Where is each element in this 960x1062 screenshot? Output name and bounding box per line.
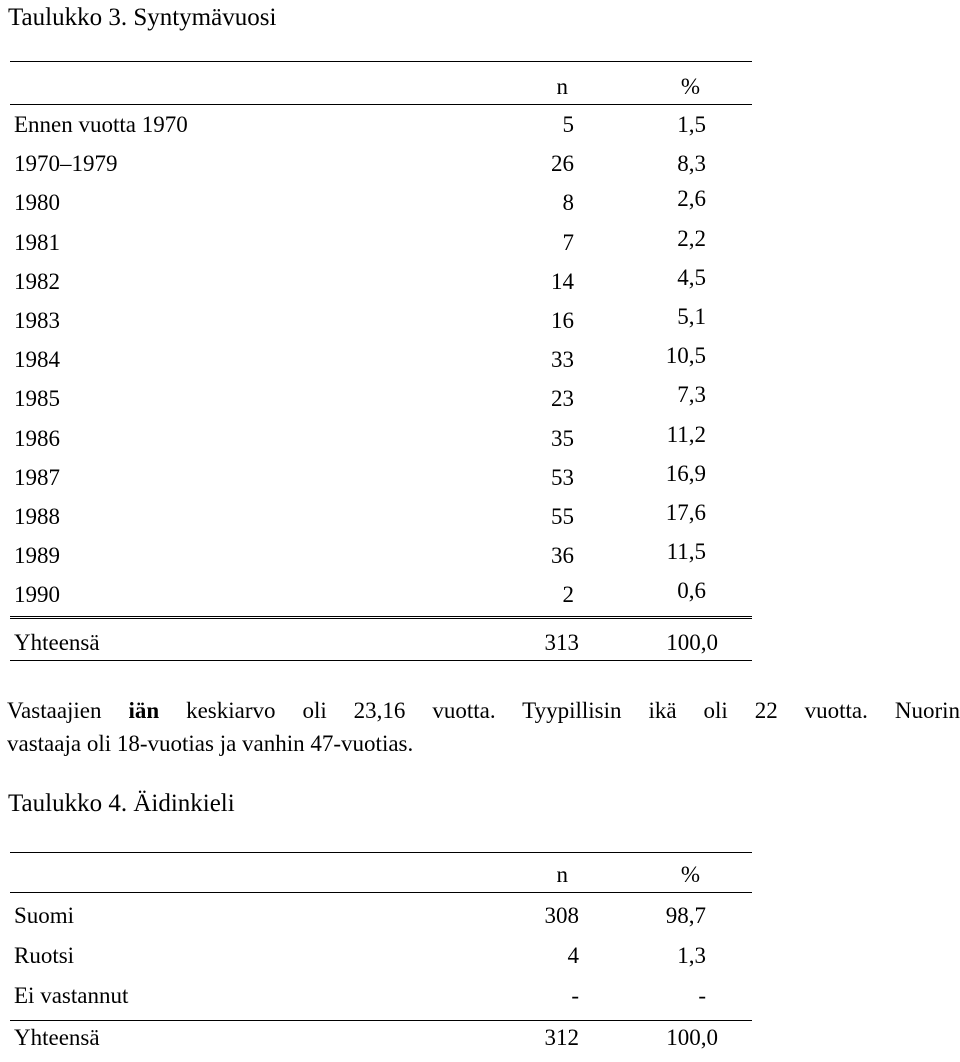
table4-caption: Taulukko 4. Äidinkieli	[8, 790, 235, 817]
row-label: 1984	[14, 347, 60, 373]
table4-top-rule	[10, 852, 752, 853]
row-n: 5	[562, 112, 574, 137]
table-row	[0, 983, 960, 1013]
row-label: 1990	[14, 582, 60, 608]
row-label: 1988	[14, 504, 60, 529]
table4-header-pct: %	[680, 862, 700, 887]
row-pct: 11,5	[666, 539, 706, 565]
row-n: 16	[551, 308, 574, 333]
row-n: 308	[544, 903, 579, 928]
row-pct: 10,5	[665, 343, 706, 369]
summary-text-rest: keskiarvo oli 23,16 vuotta. Tyypillisin ikä oli 22 vuotta. Nuorin	[159, 698, 960, 723]
table-row	[0, 151, 960, 181]
row-n: 33	[551, 347, 574, 373]
table3-total-row	[0, 630, 960, 660]
row-n: 35	[551, 425, 574, 451]
summary-bold-word: iän	[128, 698, 160, 723]
row-n: 2	[562, 582, 574, 608]
table4-header-n: n	[556, 862, 568, 887]
table4-header-rule	[10, 892, 752, 893]
table-row	[0, 421, 960, 456]
row-label: 1982	[14, 268, 60, 294]
table3-header-row	[0, 74, 960, 104]
row-pct: 5,1	[677, 304, 706, 329]
row-pct: 2,6	[677, 186, 706, 212]
row-label: 1989	[14, 543, 60, 569]
row-label: 1983	[14, 308, 60, 333]
row-pct: 98,7	[665, 903, 706, 928]
row-n: 36	[551, 543, 574, 569]
row-label: Ruotsi	[14, 943, 75, 968]
row-pct: 7,3	[677, 382, 706, 408]
table3-header-rule	[10, 104, 752, 105]
row-n: 7	[562, 229, 574, 255]
summary-line-2: vastaaja oli 18-vuotias ja vanhin 47-vuotias.	[7, 731, 414, 756]
summary-paragraph	[7, 694, 960, 760]
table-row	[0, 903, 960, 933]
table-row	[0, 943, 960, 973]
row-pct: 17,6	[665, 500, 706, 525]
row-label: 1980	[14, 190, 60, 216]
table-row	[0, 500, 960, 534]
row-n: 14	[551, 268, 574, 294]
table3-total-label: Yhteensä	[14, 630, 100, 655]
table4-total-n: 312	[544, 1025, 579, 1050]
row-label: 1986	[14, 425, 60, 451]
table3-top-rule	[10, 61, 752, 62]
row-pct: 0,6	[677, 578, 706, 604]
row-n: 53	[551, 464, 574, 490]
row-pct: 2,2	[677, 225, 706, 251]
table4-total-rule	[10, 1020, 752, 1021]
row-pct: 1,3	[677, 943, 706, 968]
table-row	[0, 382, 960, 416]
table3-caption: Taulukko 3. Syntymävuosi	[8, 4, 277, 31]
row-label: Ei vastannut	[14, 983, 129, 1008]
row-n: 55	[551, 504, 574, 529]
table3-bottom-rule	[10, 660, 752, 661]
row-label: 1970–1979	[14, 151, 118, 177]
table-row	[0, 304, 960, 338]
table3-header-n: n	[556, 74, 568, 99]
table-row	[0, 225, 960, 260]
table-row	[0, 112, 960, 142]
row-pct: 4,5	[677, 264, 706, 290]
summary-line-1	[7, 694, 960, 727]
table-row	[0, 343, 960, 377]
table4-total-label: Yhteensä	[14, 1025, 100, 1050]
table3-total-rule	[10, 616, 752, 621]
row-n: 26	[551, 151, 574, 177]
row-pct: 1,5	[677, 112, 706, 137]
table-row	[0, 460, 960, 495]
table4-header-row	[0, 862, 960, 892]
row-pct: -	[698, 983, 706, 1008]
row-pct: 11,2	[666, 421, 706, 447]
row-label: Suomi	[14, 903, 75, 928]
table4-total-pct: 100,0	[666, 1025, 718, 1050]
row-pct: 16,9	[665, 460, 706, 486]
table-row	[0, 264, 960, 299]
table3-total-n: 313	[544, 630, 579, 655]
table3-header-pct: %	[680, 74, 700, 99]
summary-text-start: Vastaajien	[7, 698, 129, 723]
row-n: -	[571, 983, 579, 1008]
row-n: 23	[551, 386, 574, 412]
row-n: 4	[567, 943, 579, 968]
row-label: 1985	[14, 386, 60, 412]
table3-total-pct: 100,0	[666, 630, 718, 655]
table-row	[0, 186, 960, 220]
row-n: 8	[562, 190, 574, 216]
row-label: Ennen vuotta 1970	[14, 112, 188, 137]
row-label: 1981	[14, 229, 60, 255]
row-pct: 8,3	[677, 151, 706, 177]
table-row	[0, 578, 960, 612]
row-label: 1987	[14, 464, 60, 490]
table4-total-row	[0, 1025, 960, 1055]
table-row	[0, 539, 960, 573]
